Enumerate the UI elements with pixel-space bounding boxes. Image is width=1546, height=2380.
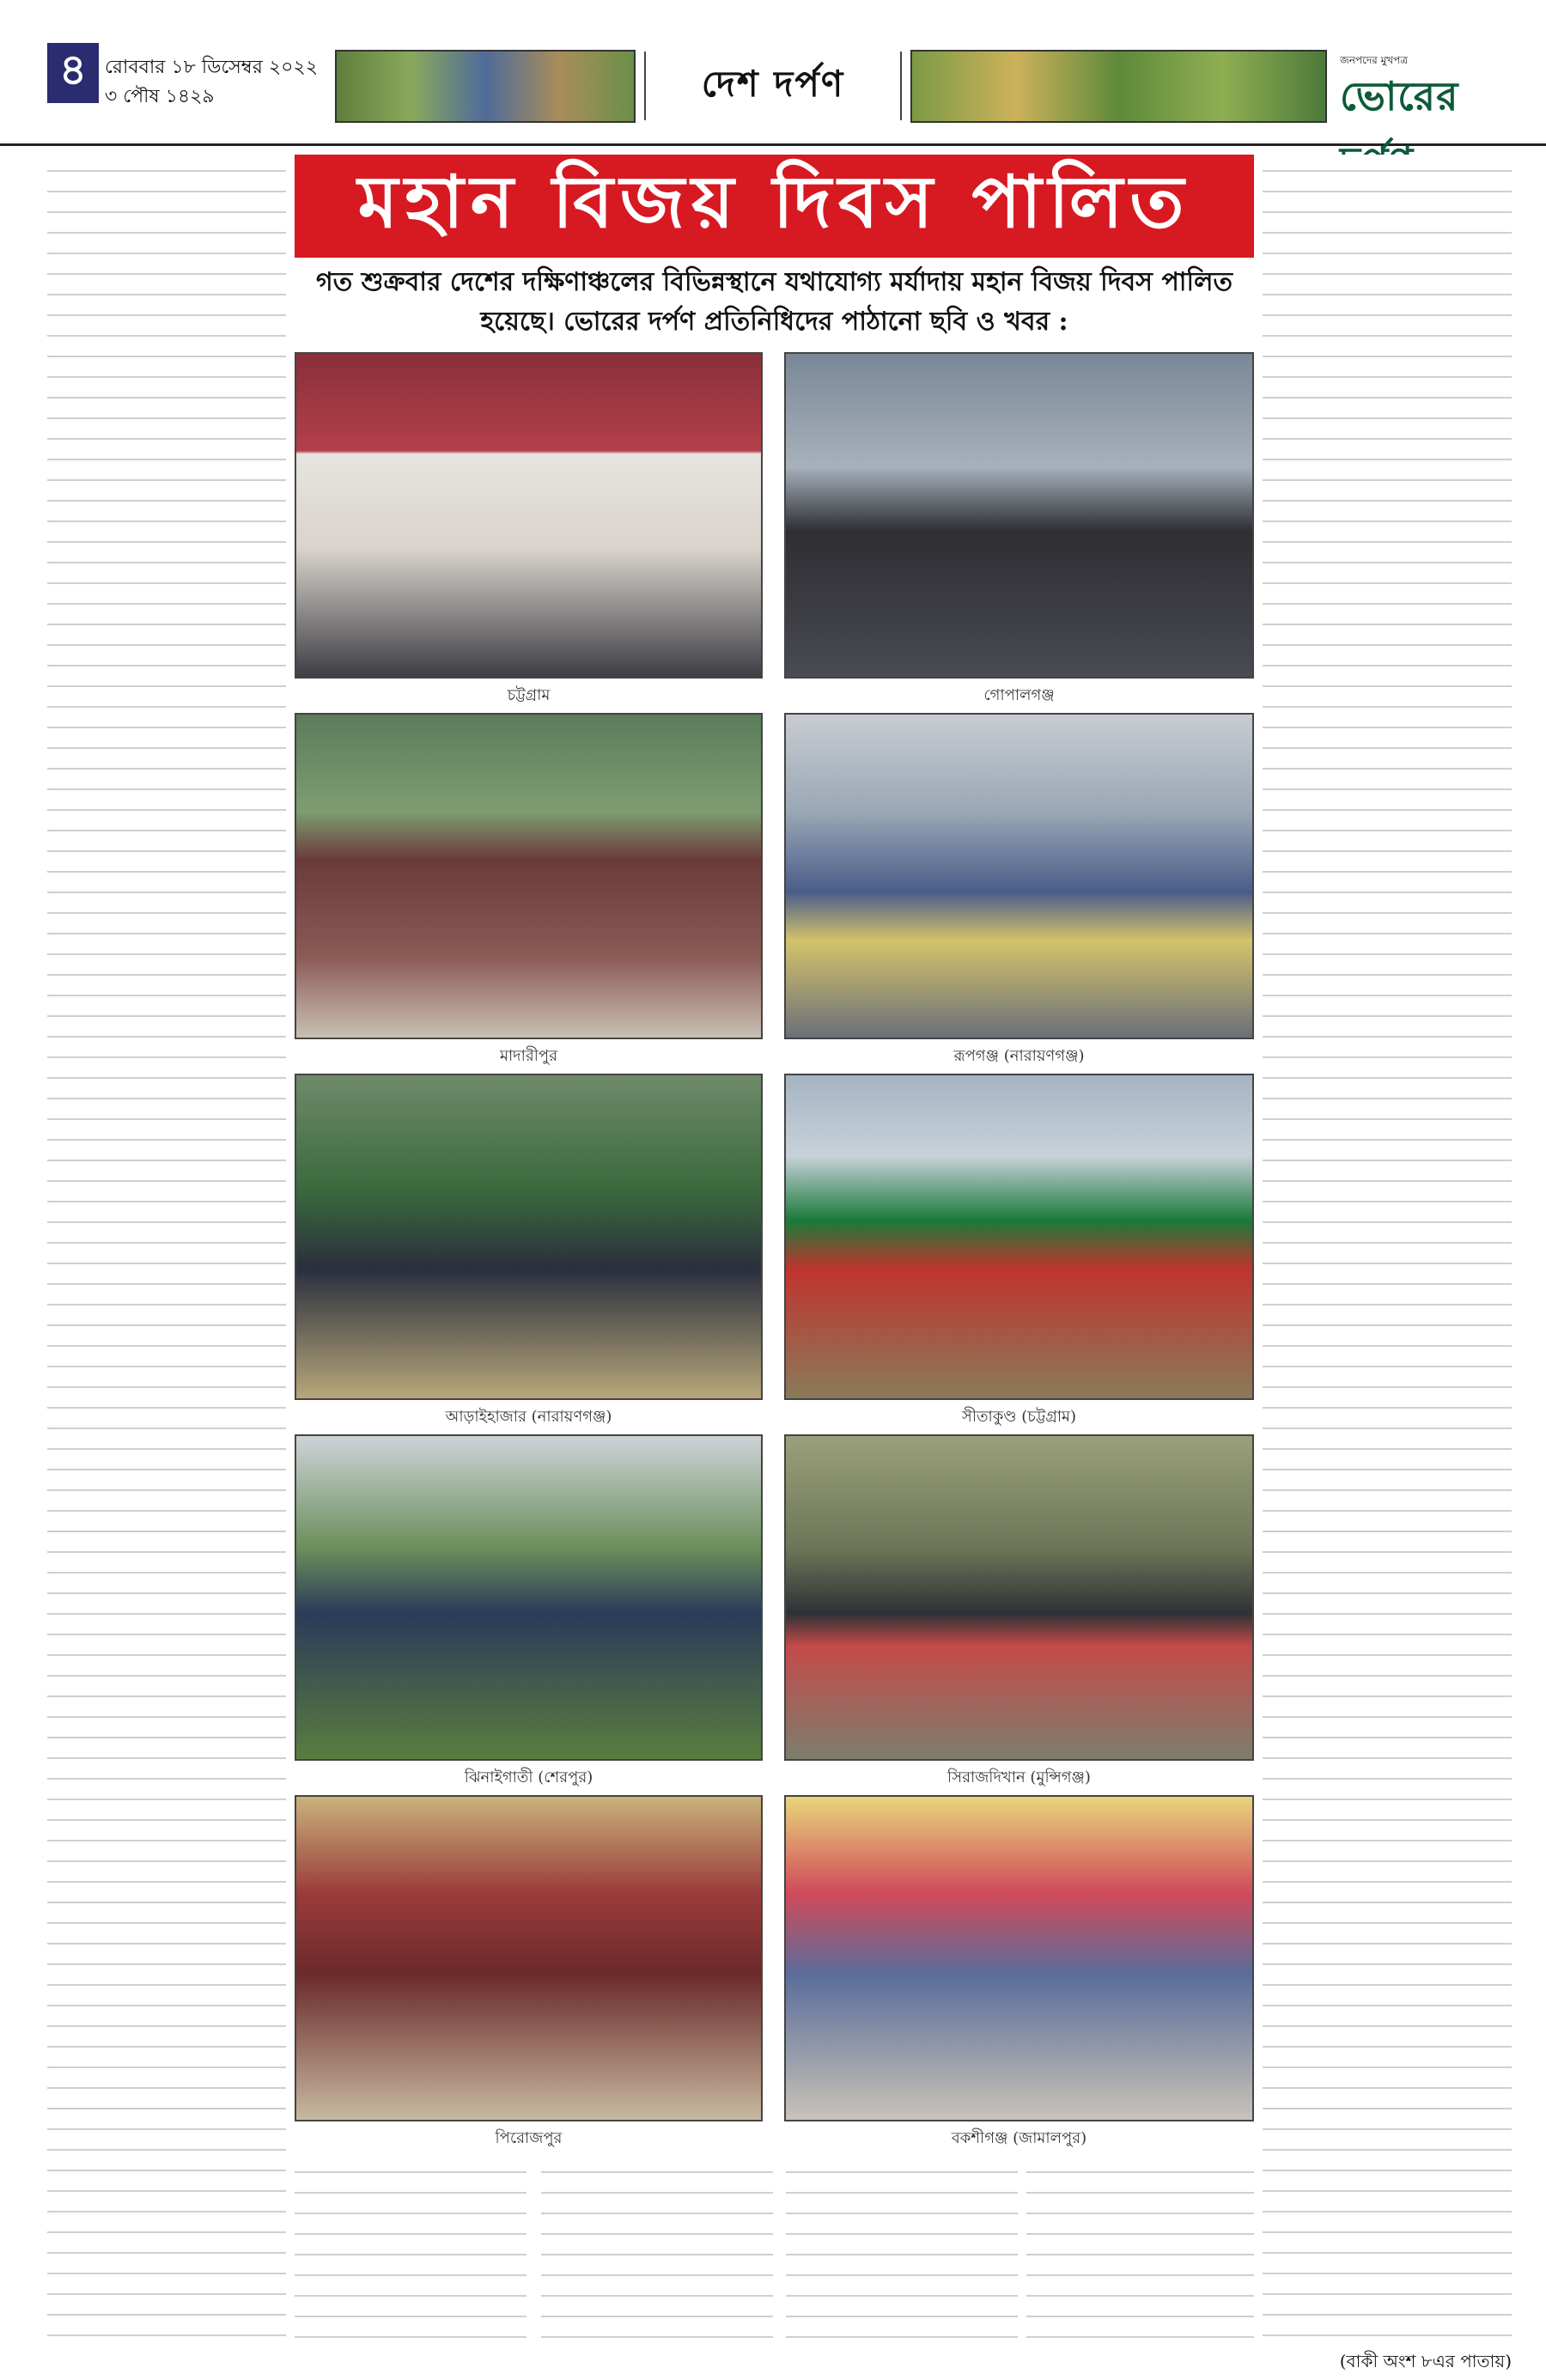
caption-chattogram: চট্টগ্রাম [507,686,551,704]
scene-image [786,715,1252,1038]
caption-jhenaigati: ঝিনাইগাতী (শেরপুর) [464,1768,593,1787]
body-text-lines [1263,155,1512,2336]
scene-image [296,1075,761,1398]
date-block [105,53,318,112]
page-number: ৪ [47,43,99,103]
body-text-lines [295,2156,526,2340]
caption-gopalganj: গোপালগঞ্জ [983,686,1055,704]
scene-image [786,354,1252,677]
caption-rupganj: রূপগঞ্জ (নারায়ণগঞ্জ) [953,1047,1085,1065]
photo-madaripur [295,713,763,1039]
caption-bakshiganj: বকশীগঞ্জ (জামালপুর) [951,2129,1087,2147]
headline-intro: গত শুক্রবার দেশের দক্ষিণাঞ্চলের বিভিন্নস্থানে যথাযোগ্য মর্যাদায় মহান বিজয় দিবস পালিত হয়েছে। ভোরের দর্পণ প্রতিনিধিদের পাঠানো ছবি ও খবর : [295,258,1254,344]
paper-name: ভোরের [1340,73,1459,119]
scene-image [786,1797,1252,2120]
caption-sirajdikhan: সিরাজদিখান (মুন্সিগঞ্জ) [947,1768,1091,1787]
photo-bakshiganj [784,1795,1254,2121]
masthead-photo-strip-right [910,50,1327,123]
caption-araihazar: আড়াইহাজার (নারায়ণগঞ্জ) [445,1408,612,1426]
scene-image [296,354,761,677]
photo-sitakunda [784,1074,1254,1400]
paper-tagline: জনপদের মুখপত্র [1340,54,1409,66]
scene-image [296,1436,761,1759]
photo-jhenaigati [295,1434,763,1761]
scene-image [786,1075,1252,1398]
left-text-column [47,155,286,2336]
section-title: দেশ দর্পণ [644,52,902,120]
photo-chattogram [295,352,763,679]
scene-image [296,715,761,1038]
headline-banner: মহান বিজয় দিবস পালিত [295,155,1254,258]
masthead-photo-strip-left [335,50,636,123]
bottom-text-column-2 [541,2156,773,2340]
body-text-lines [786,2156,1018,2340]
bottom-text-column-4 [1026,2156,1254,2340]
caption-pirojpur: পিরোজপুর [495,2129,563,2147]
date-gregorian: রোববার ১৮ ডিসেম্বর ২০২২ [105,57,319,78]
masthead [0,0,1546,146]
body-text-lines [1026,2156,1254,2340]
photo-araihazar [295,1074,763,1400]
caption-sitakunda: সীতাকুণ্ড (চট্টগ্রাম) [961,1408,1077,1426]
scene-image [296,1797,761,2120]
bottom-text-column-1 [295,2156,526,2340]
photo-gopalganj [784,352,1254,679]
body-text-lines [47,155,286,2336]
date-bengali: ৩ পৌষ ১৪২৯ [105,86,215,107]
right-text-column [1263,155,1512,2336]
photo-sirajdikhan [784,1434,1254,1761]
bottom-text-column-3 [786,2156,1018,2340]
photo-pirojpur [295,1795,763,2121]
photo-rupganj [784,713,1254,1039]
continued-note: (বাকী অংশ ৮এর পাতায়) [1339,2351,1512,2371]
caption-madaripur: মাদারীপুর [499,1047,558,1065]
body-text-lines [541,2156,773,2340]
scene-image [786,1436,1252,1759]
